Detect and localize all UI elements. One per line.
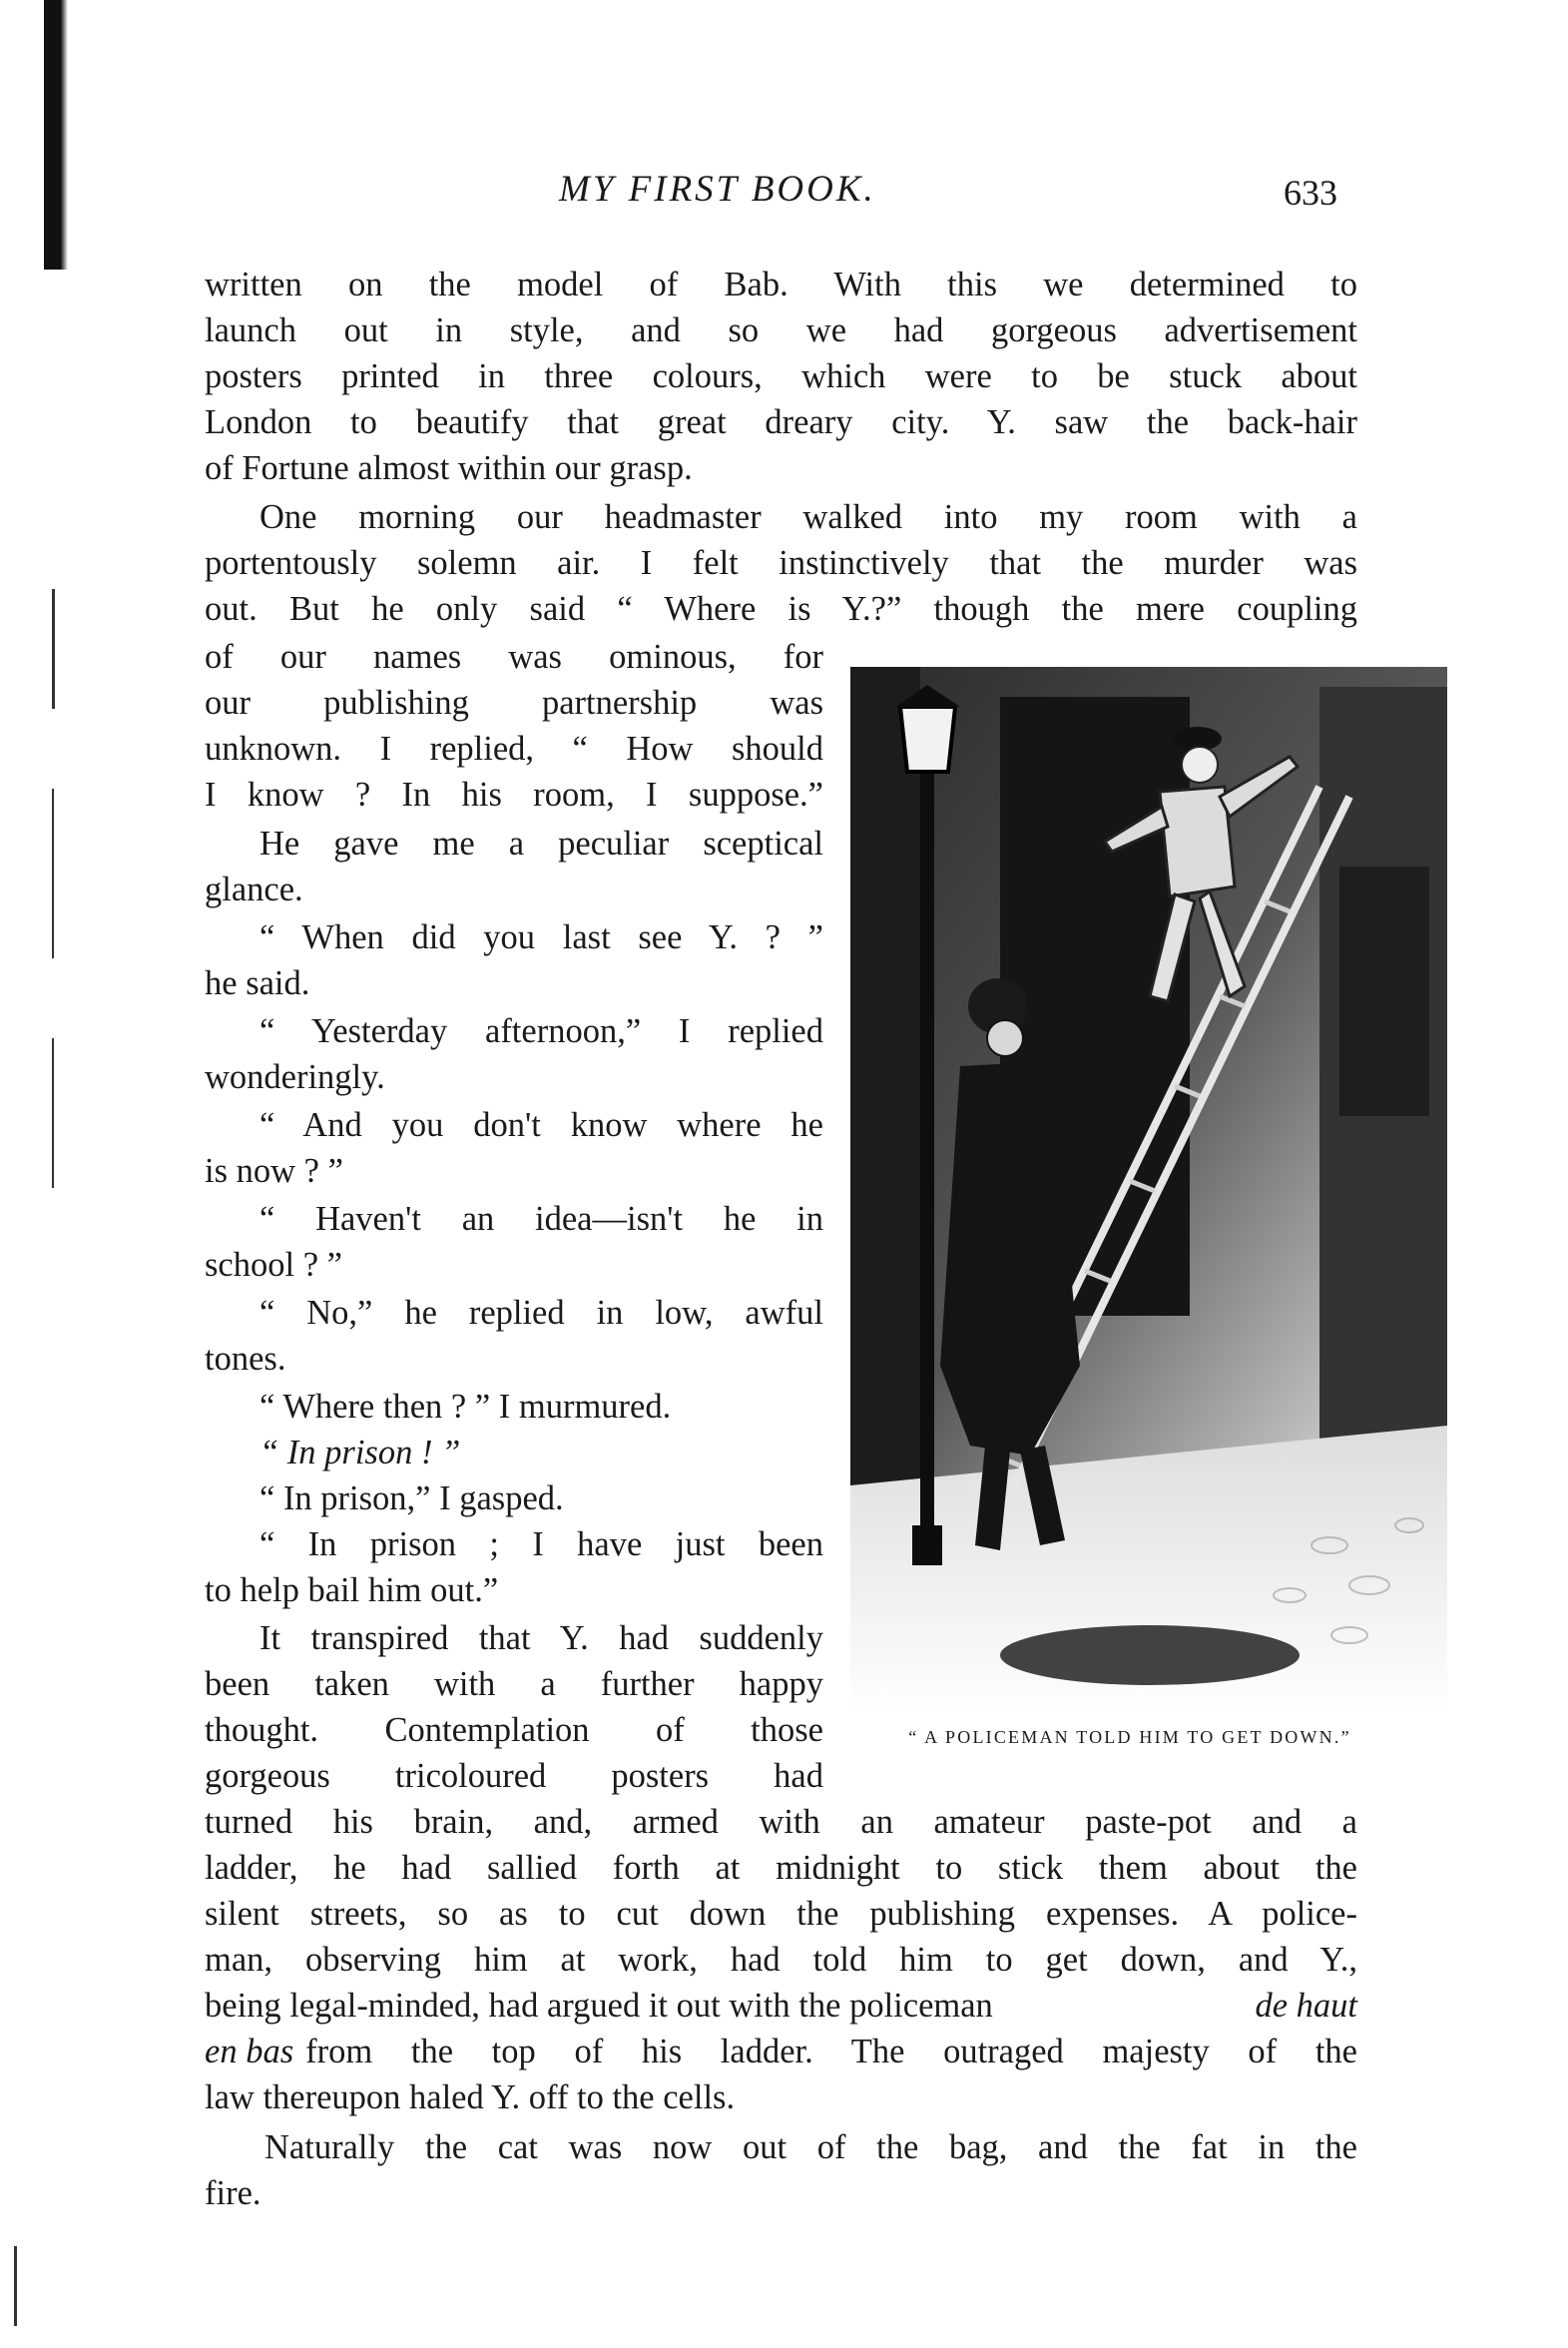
lamp-post	[920, 767, 934, 1545]
policeman-head	[987, 1020, 1023, 1056]
text-line: our publishing partnership was	[205, 684, 823, 722]
text-line-segment: from the top of his ladder. The outraged majesty of the	[305, 2033, 1357, 2070]
scan-speck	[52, 789, 54, 958]
text-line: to help bail him out.”	[205, 1571, 499, 1609]
text-line: glance.	[205, 871, 303, 908]
text-line: “ Haven't an idea—isn't he in	[260, 1200, 823, 1238]
scan-speck	[52, 1038, 54, 1188]
shadow	[1000, 1625, 1300, 1685]
text-line-italic: de haut	[1255, 1987, 1357, 2025]
text-line-mixed	[205, 2035, 1357, 2069]
scan-speck	[14, 2246, 17, 2326]
text-line: is now ? ”	[205, 1152, 343, 1190]
text-line: “ In prison,” I gasped.	[260, 1479, 564, 1517]
text-line: “ Where then ? ” I murmured.	[260, 1388, 672, 1426]
text-line: I know ? In his room, I suppose.”	[205, 776, 823, 814]
text-line-segment: being legal-minded, had argued it out with the policeman	[205, 1987, 993, 2025]
text-line-mixed	[205, 1989, 1357, 2024]
engraving-image	[850, 667, 1447, 1715]
page-binding-shadow	[44, 0, 68, 270]
text-line: “ When did you last see Y. ? ”	[260, 918, 823, 956]
text-line-italic: en bas	[205, 2033, 294, 2070]
page-number: 633	[1284, 173, 1337, 213]
text-line: school ? ”	[205, 1246, 342, 1284]
text-line: written on the model of Bab. With this we determined to	[205, 266, 1357, 303]
text-line: “ Yesterday afternoon,” I replied	[260, 1012, 823, 1050]
text-line: launch out in style, and so we had gorgeous advertisement	[205, 311, 1357, 349]
text-line: out. But he only said “ Where is Y.?” though the mere coupling	[205, 590, 1357, 628]
text-line: London to beautify that great dreary city. Y. saw the back-hair	[205, 403, 1357, 441]
policeman-illustration	[850, 667, 1447, 1715]
text-line: “ And you don't know where he	[260, 1106, 823, 1144]
text-line: posters printed in three colours, which were to be stuck about	[205, 357, 1357, 395]
left-wall	[850, 667, 920, 1485]
text-line: It transpired that Y. had suddenly	[260, 1619, 823, 1657]
text-line: turned his brain, and, armed with an amateur paste-pot and a	[205, 1803, 1357, 1841]
text-line: “ In prison ! ”	[260, 1434, 461, 1471]
text-line: of our names was ominous, for	[205, 638, 823, 676]
lamp-base	[912, 1525, 942, 1565]
text-line: law thereupon haled Y. off to the cells.	[205, 2078, 736, 2116]
window-panel	[1339, 867, 1429, 1116]
text-line: wonderingly.	[205, 1058, 385, 1096]
text-line: he said.	[205, 964, 310, 1002]
running-head	[200, 168, 1337, 218]
text-line: tones.	[205, 1340, 286, 1378]
text-line: of Fortune almost within our grasp.	[205, 449, 693, 487]
text-line: He gave me a peculiar sceptical	[260, 825, 823, 863]
text-line: silent streets, so as to cut down the publishing expenses. A police-	[205, 1895, 1357, 1933]
text-line: Naturally the cat was now out of the bag, and the fat in the	[264, 2128, 1357, 2166]
text-line: fire.	[205, 2174, 261, 2212]
text-line: “ No,” he replied in low, awful	[260, 1294, 823, 1332]
text-line: man, observing him at work, had told him to get down, and Y.,	[205, 1941, 1357, 1979]
text-line: portentously solemn air. I felt instinctively that the murder was	[205, 544, 1357, 582]
text-line: thought. Contemplation of those	[205, 1711, 823, 1749]
text-line: ladder, he had sallied forth at midnight to stick them about the	[205, 1849, 1357, 1887]
scan-speck	[52, 589, 55, 709]
text-line: gorgeous tricoloured posters had	[205, 1757, 823, 1795]
text-line: been taken with a further happy	[205, 1665, 823, 1703]
text-line: unknown. I replied, “ How should	[205, 730, 823, 768]
text-line: One morning our headmaster walked into my room with a	[260, 498, 1357, 536]
text-line: “ In prison ; I have just been	[260, 1525, 823, 1563]
illustration-caption: “ A POLICEMAN TOLD HIM TO GET DOWN.”	[908, 1727, 1351, 1747]
man-head	[1182, 747, 1218, 783]
running-title: MY FIRST BOOK.	[559, 169, 876, 210]
lamp-lantern	[900, 707, 955, 772]
